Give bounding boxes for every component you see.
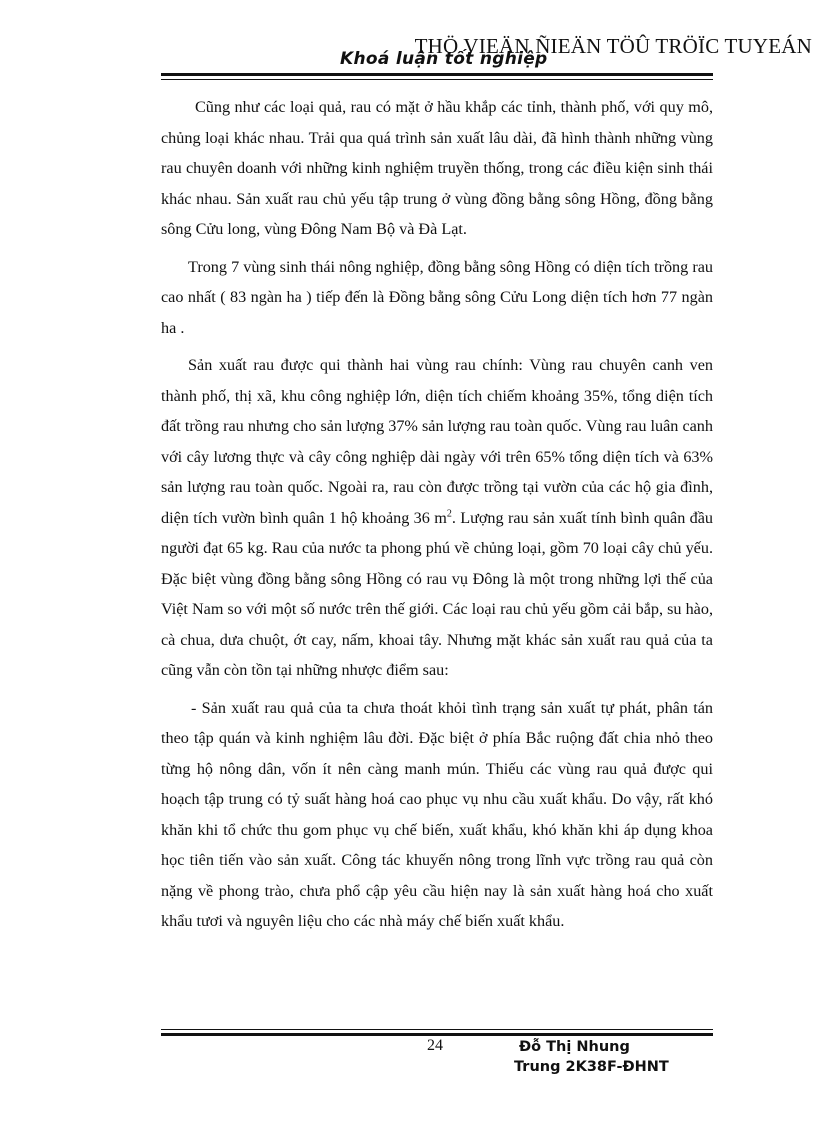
watermark-text: THÖ VIEÄN ÑIEÄN TÖÛ TRÖÏC TUYEÁN <box>414 34 812 58</box>
paragraph-3-part-a: Sản xuất rau được qui thành hai vùng rau chính: Vùng rau chuyên canh ven thành phố, thị xã, khu công nghiệp lớn, diện tích chiếm khoảng 35%, tổng diện tích đất trồng rau nhưng cho sản lượng 37% sản lượng rau toàn quốc. Vùng rau luân canh với cây lương thực và cây công nghiệp dài ngày với trên 65% tổng diện tích và 63% sản lượng rau toàn quốc. Ngoài ra, rau còn được trồng tại vườn của các hộ gia đình, diện tích vườn bình quân 1 hộ khoảng 36 m <box>161 356 713 527</box>
header-rule-thick <box>161 73 713 76</box>
paragraph-1: Cũng như các loại quả, rau có mặt ở hầu khắp các tỉnh, thành phố, với quy mô, chủng loại khác nhau. Trải qua quá trình sản xuất lâu dài, đã hình thành những vùng rau chuyên doanh với những kinh nghiệm truyền thống, trong các điều kiện sinh thái khác nhau. Sản xuất rau chủ yếu tập trung ở vùng đồng bằng sông Hồng, đồng bằng sông Cửu long, vùng Đông Nam Bộ và Đà Lạt. <box>161 98 713 238</box>
superscript-2: 2 <box>446 508 452 520</box>
paragraph-3 <box>161 350 713 686</box>
paragraph-4: - Sản xuất rau quả của ta chưa thoát khỏi tình trạng sản xuất tự phát, phân tán theo tập quán và kinh nghiệm lâu đời. Đặc biệt ở phía Bắc ruộng đất chia nhỏ theo từng hộ nông dân, vốn ít nên càng manh mún. Thiếu các vùng rau quả được qui hoạch tập trung có tỷ suất hàng hoá cao phục vụ nhu cầu xuất khẩu. Do vậy, rất khó khăn khi tổ chức thu gom phục vụ chế biến, xuất khẩu, khó khăn khi áp dụng khoa học tiên tiến vào sản xuất. Công tác khuyến nông trong lĩnh vực trồng rau quả còn nặng về phong trào, chưa phổ cập yêu cầu hiện nay là sản xuất hàng hoá cho xuất khẩu tươi và nguyên liệu cho các nhà máy chế biến xuất khẩu. <box>161 698 713 930</box>
document-header-title: Khoá luận tốt nghiệp <box>340 49 548 69</box>
document-body <box>161 92 713 944</box>
author-name: Đỗ Thị Nhung <box>519 1039 630 1055</box>
class-code: Trung 2K38F-ĐHNT <box>514 1059 669 1075</box>
paragraph-2: Trong 7 vùng sinh thái nông nghiệp, đồng bằng sông Hồng có diện tích trồng rau cao nhất ( 83 ngàn ha ) tiếp đến là Đồng bằng sông Cửu Long diện tích hơn 77 ngàn ha . <box>161 257 713 337</box>
paragraph-3-part-b: . Lượng rau sản xuất tính bình quân đầu người đạt 65 kg. Rau của nước ta phong phú về chủng loại, gồm 70 loại cây chủ yếu. Đặc biệt vùng đồng bằng sông Hồng có rau vụ Đông là một trong những lợi thế của Việt Nam so với một số nước trên thế giới. Các loại rau chủ yếu gồm cải bắp, su hào, cà chua, dưa chuột, ớt cay, nấm, khoai tây. Nhưng mặt khác sản xuất rau quả của ta cũng vẫn còn tồn tại những nhược điểm sau: <box>161 508 714 679</box>
footer-rule-thin <box>161 1029 713 1030</box>
footer-rule-thick <box>161 1033 713 1036</box>
page-number: 24 <box>427 1037 443 1054</box>
header-rule-thin <box>161 79 713 80</box>
